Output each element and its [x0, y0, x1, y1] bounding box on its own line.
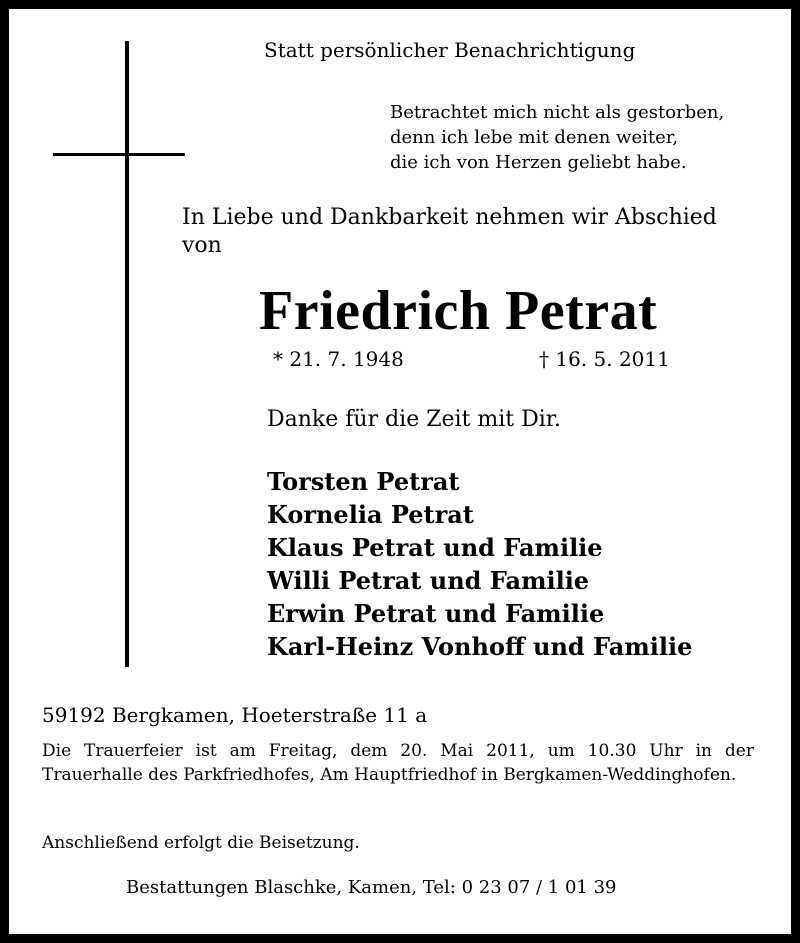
mourner-name: Willi Petrat und Familie: [267, 566, 590, 595]
cross-icon-horizontal-beam: [53, 153, 185, 156]
deceased-name: Friedrich Petrat: [259, 280, 658, 342]
mourner-name: Karl-Heinz Vonhoff und Familie: [267, 632, 693, 661]
undertaker-contact: Bestattungen Blaschke, Kamen, Tel: 0 23 07 / 1 01 39: [126, 877, 617, 898]
cross-icon-vertical-beam: [125, 41, 129, 667]
poem-line: denn ich lebe mit denen weiter,: [390, 127, 679, 148]
poem-quote: [390, 100, 724, 175]
farewell-intro: [182, 204, 717, 260]
notice-header: Statt persönlicher Benachrichtigung: [264, 38, 636, 62]
death-date: † 16. 5. 2011: [539, 347, 670, 371]
poem-line: Betrachtet mich nicht als gestorben,: [390, 102, 725, 123]
mourner-name: Torsten Petrat: [267, 467, 460, 496]
intro-line: In Liebe und Dankbarkeit nehmen wir Abschied: [182, 205, 717, 230]
mourner-name: Erwin Petrat und Familie: [267, 599, 605, 628]
intro-line: von: [182, 233, 222, 258]
birth-date: * 21. 7. 1948: [273, 347, 404, 371]
poem-line: die ich von Herzen geliebt habe.: [390, 152, 687, 173]
mourner-name: Klaus Petrat und Familie: [267, 533, 603, 562]
mourners-list: [267, 465, 692, 663]
funeral-ceremony-info: Die Trauerfeier ist am Freitag, dem 20. Mai 2011, um 10.30 Uhr in der Trauerhalle des Parkfriedhofes, Am Hauptfriedhof in Bergkamen-Weddinghofen.: [42, 741, 754, 785]
family-address: 59192 Bergkamen, Hoeterstraße 11 a: [42, 703, 428, 727]
thanks-line: Danke für die Zeit mit Dir.: [267, 407, 561, 432]
mourner-name: Kornelia Petrat: [267, 500, 474, 529]
burial-info: Anschließend erfolgt die Beisetzung.: [42, 833, 360, 853]
